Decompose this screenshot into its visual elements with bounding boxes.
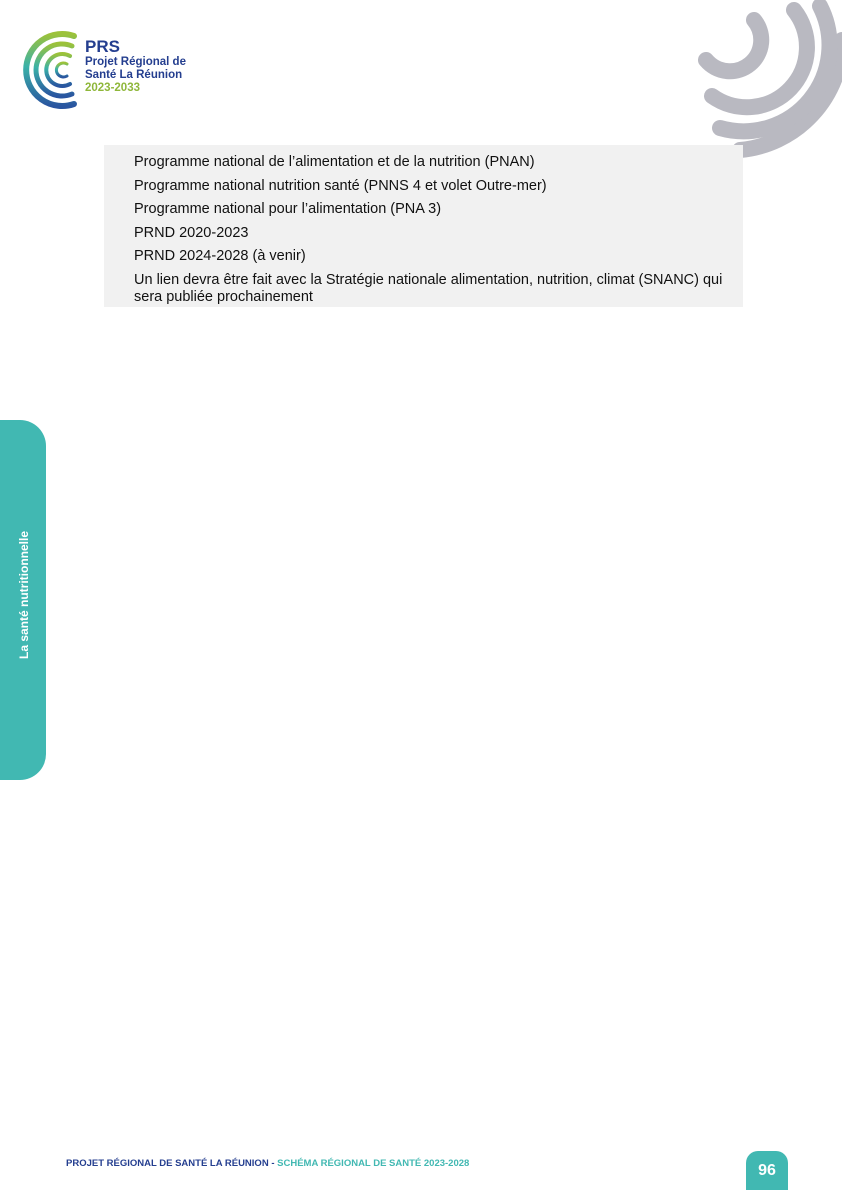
footer — [66, 1158, 469, 1169]
list-item: PRND 2024-2028 (à venir) — [134, 248, 306, 264]
references-box — [104, 145, 743, 307]
gray-swirl-decoration-icon — [692, 0, 842, 160]
page-number: 96 — [746, 1151, 788, 1190]
list-item: Programme national pour l’alimentation (PNA 3) — [134, 201, 442, 217]
references-list — [104, 145, 743, 306]
list-item: Programme national de l’alimentation et de la nutrition (PNAN) — [134, 154, 535, 170]
footer-separator: - — [268, 1158, 278, 1169]
prs-arcs-logo-icon — [22, 28, 84, 112]
list-item: Programme national nutrition santé (PNNS 4 et volet Outre-mer) — [134, 177, 547, 194]
section-label: La santé nutritionnelle — [17, 530, 31, 660]
logo-line-2: Santé La Réunion — [85, 69, 183, 81]
prs-logo — [22, 28, 222, 114]
logo-title: PRS — [85, 37, 120, 56]
list-item: PRND 2020-2023 — [134, 224, 249, 241]
logo-years: 2023-2033 — [85, 82, 140, 94]
logo-line-1: Projet Régional de — [85, 56, 186, 68]
footer-title: PROJET RÉGIONAL DE SANTÉ LA RÉUNION — [66, 1158, 269, 1169]
list-item: Un lien devra être fait avec la Stratégie nationale alimentation, nutrition, climat (SNANC) qui sera publiée prochainement — [134, 271, 723, 305]
footer-subtitle: SCHÉMA RÉGIONAL DE SANTÉ 2023-2028 — [277, 1158, 470, 1169]
logo-text — [85, 38, 186, 95]
